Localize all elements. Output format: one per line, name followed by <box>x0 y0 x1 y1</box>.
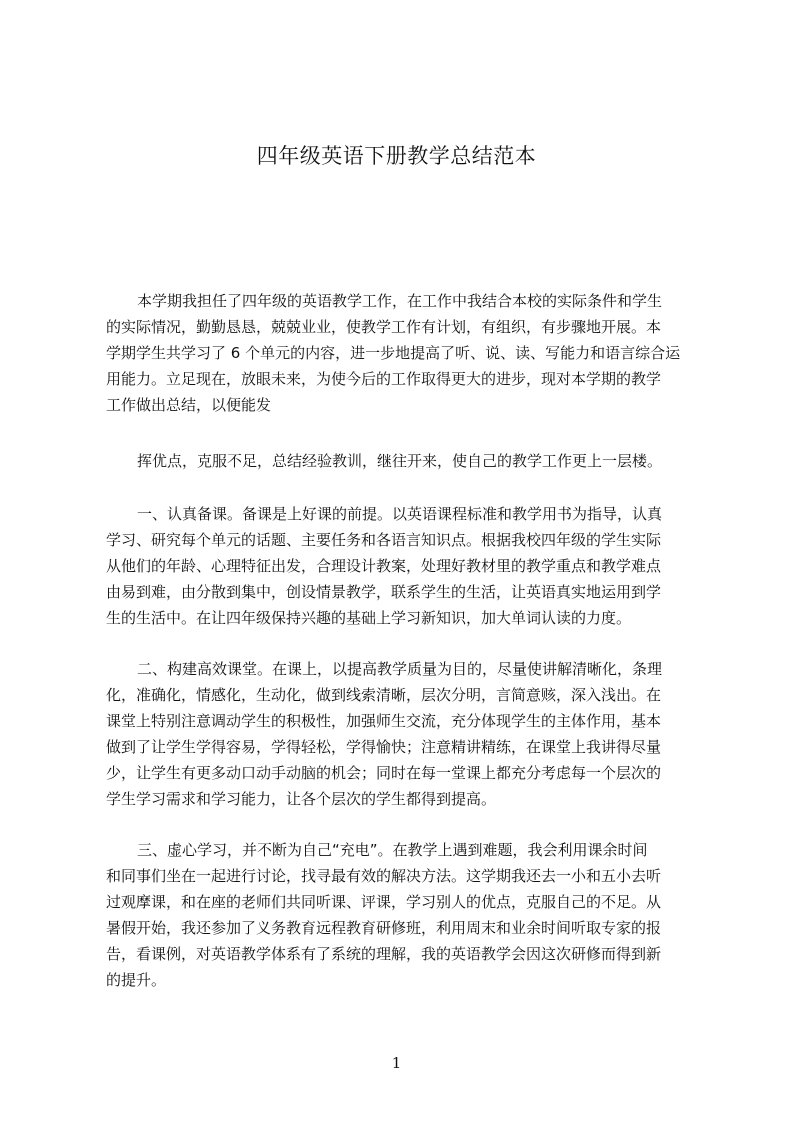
text-line: 和同事们坐在一起进行讨论，找寻最有效的解决方法。这学期我还去一小和五小去听 <box>106 867 662 885</box>
text-line: 三、虚心学习，并不断为自己“充电”。在教学上遇到难题，我会利用课余时间 <box>137 841 648 859</box>
text-line: 少，让学生有更多动口动手动脑的机会；同时在每一堂课上都充分考虑每一个层次的 <box>106 764 662 782</box>
text-line: 做到了让学生学得容易，学得轻松，学得愉快；注意精讲精练，在课堂上我讲得尽量 <box>106 738 662 756</box>
text-line: 工作做出总结，以便能发 <box>106 396 272 414</box>
paragraph-section-2 <box>106 656 697 812</box>
text-line: 由易到难，由分散到集中，创设情景教学，联系学生的生活，让英语真实地运用到学 <box>106 583 662 601</box>
paragraph-section-3 <box>106 837 697 993</box>
text-line: 挥优点，克服不足，总结经验教训，继往开来，使自己的教学工作更上一层楼。 <box>137 452 663 470</box>
text-line: 学习、研究每个单元的话题、主要任务和各语言知识点。根据我校四年级的学生实际 <box>106 531 662 549</box>
paragraph-intro <box>106 288 697 418</box>
text-line: 二、构建高效课堂。在课上，以提高教学质量为目的，尽量使讲解清晰化，条理 <box>137 660 663 678</box>
text-line: 学生学习需求和学习能力，让各个层次的学生都得到提高。 <box>106 790 497 808</box>
page-number: 1 <box>391 1054 402 1072</box>
text-line: 一、认真备课。备课是上好课的前提。以英语课程标准和教学用书为指导，认真 <box>137 505 663 523</box>
text-line: 学期学生共学习了 6 个单元的内容，进一步地提高了听、说、读、写能力和语言综合运 <box>106 344 681 362</box>
text-line: 化，准确化，情感化，生动化，做到线索清晰，层次分明，言简意赅，深入浅出。在 <box>106 686 662 704</box>
paragraph-continuation <box>106 448 697 474</box>
text-line: 用能力。立足现在，放眼未来，为使今后的工作取得更大的进步，现对本学期的教学 <box>106 370 662 388</box>
text-line: 告，看课例，对英语教学体系有了系统的理解，我的英语教学会因这次研修而得到新 <box>106 945 662 963</box>
text-line: 过观摩课，和在座的老师们共同听课、评课，学习别人的优点，克服自己的不足。从 <box>106 893 662 911</box>
paragraph-section-1 <box>106 501 697 631</box>
text-line: 本学期我担任了四年级的英语教学工作，在工作中我结合本校的实际条件和学生 <box>137 292 663 310</box>
text-line: 暑假开始，我还参加了义务教育远程教育研修班，利用周末和业余时间听取专家的报 <box>106 919 662 937</box>
text-line: 的实际情况，勤勤恳恳，兢兢业业，使教学工作有计划，有组织，有步骤地开展。本 <box>106 318 662 336</box>
text-line: 的提升。 <box>106 971 167 989</box>
document-title: 四年级英语下册教学总结范本 <box>256 144 537 168</box>
text-line: 课堂上特别注意调动学生的积极性，加强师生交流，充分体现学生的主体作用，基本 <box>106 712 662 730</box>
text-line: 从他们的年龄、心理特征出发，合理设计教案，处理好教材里的教学重点和教学难点 <box>106 557 662 575</box>
text-line: 生的生活中。在让四年级保持兴趣的基础上学习新知识，加大单词认读的力度。 <box>106 609 632 627</box>
